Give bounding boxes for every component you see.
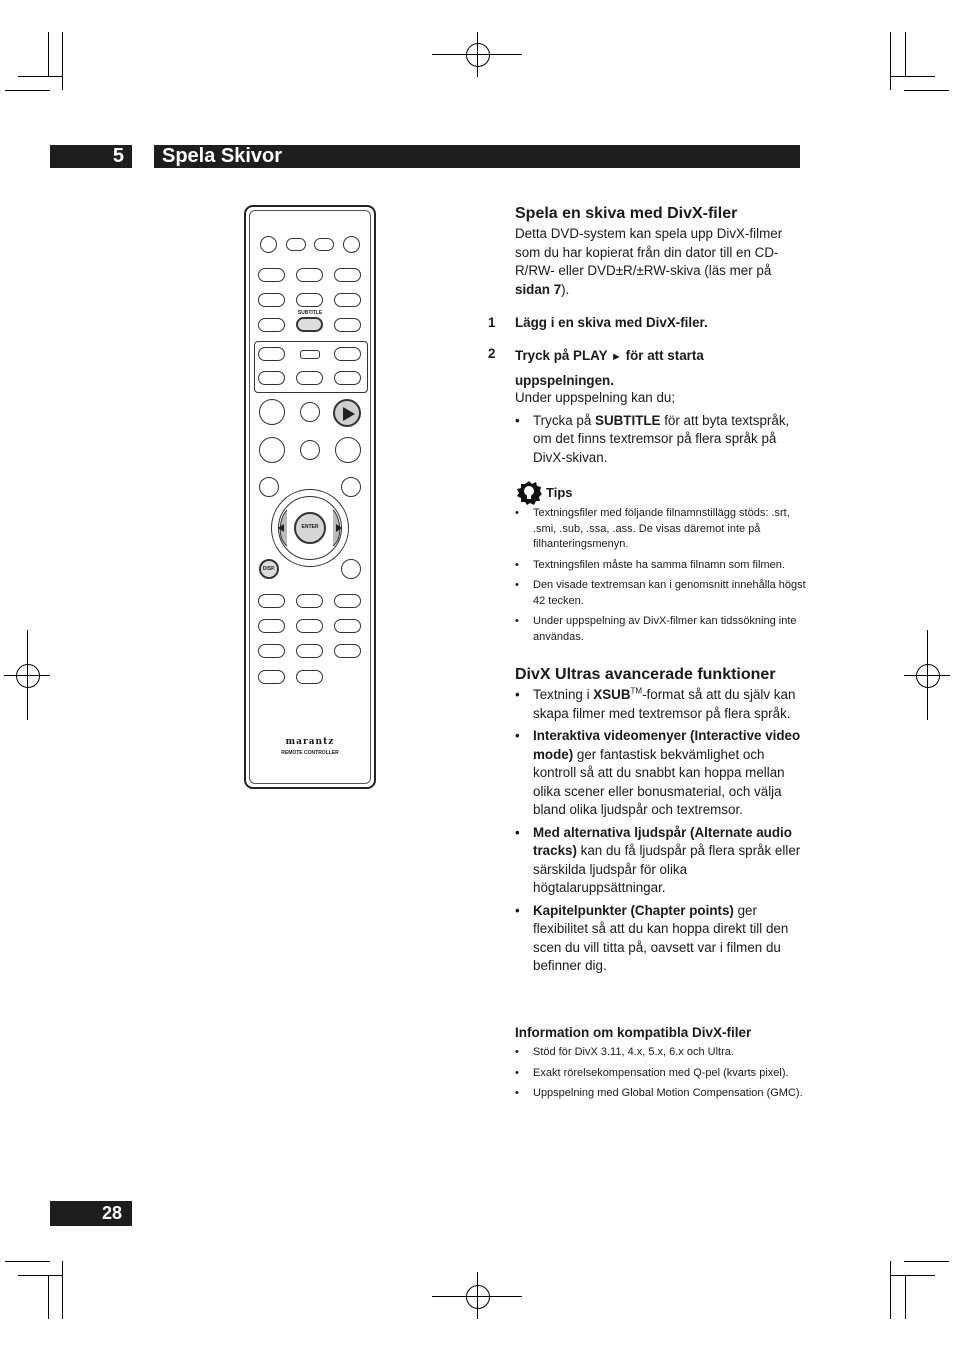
remote-button (343, 236, 360, 253)
remote-button (300, 402, 320, 422)
page-reference: sidan 7 (515, 281, 562, 297)
crop-mark (890, 32, 891, 90)
remote-button (259, 477, 279, 497)
list-item: • Interaktiva videomenyer (Interactive video mode) ger fantastisk bekvämlighet och kontroll så att du snabbt kan hoppa mellan olika scener eller bonusmaterial, och välja bland olika ljudspår och textremsor. (515, 727, 807, 820)
subtitle-button (296, 317, 323, 332)
remote-button (258, 670, 285, 684)
section-title: Spela en skiva med DivX-filer (515, 205, 738, 222)
section-intro: Detta DVD-system kan spela upp DivX-filmer som du har kopierat från din dator till en CD-R/RW- eller DVD±R/±RW-skiva (läs mer på sidan 7). (515, 226, 783, 297)
remote-brand-logo: marantz (285, 737, 335, 747)
remote-button (334, 347, 361, 361)
section-title: DivX Ultras avancerade funktioner (515, 666, 776, 683)
crop-mark (5, 1261, 50, 1262)
left-arrow-icon (274, 508, 288, 548)
list-item: • Kapitelpunkter (Chapter points) ger flexibilitet så att du kan hoppa direkt till den scen du vill titta på, oavsett var i filmen du befinner dig. (515, 902, 807, 976)
remote-button (334, 644, 361, 658)
step-number: 1 (488, 315, 496, 330)
crop-mark (48, 1275, 49, 1319)
right-arrow-icon (332, 508, 346, 548)
step-text: Lägg i en skiva med DivX-filer. (515, 315, 708, 330)
crop-mark (904, 90, 949, 91)
list-item: • Med alternativa ljudspår (Alternate audio tracks) kan du få ljudspår på flera språk eller särskilda ljudspår för olika högtalaruppsättningar. (515, 824, 807, 898)
registration-mark (16, 664, 40, 688)
remote-button (334, 594, 361, 608)
remote-button (296, 293, 323, 307)
remote-button (296, 594, 323, 608)
remote-button (300, 350, 320, 359)
section-compatible-files (515, 1024, 807, 1107)
crop-mark (18, 1275, 63, 1276)
trademark: TM (630, 686, 643, 696)
during-playback (515, 389, 807, 471)
remote-button (258, 318, 285, 332)
remote-button (334, 268, 361, 282)
remote-button (258, 293, 285, 307)
crop-mark (905, 32, 906, 76)
crop-mark (48, 32, 49, 76)
crop-mark (18, 76, 63, 77)
remote-button (258, 644, 285, 658)
registration-mark (466, 43, 490, 67)
remote-button (258, 371, 285, 385)
remote-control-illustration (244, 205, 376, 789)
step-text: Tryck på PLAY ► för att starta uppspelningen. (515, 348, 704, 388)
crop-mark (890, 1261, 891, 1319)
remote-button (341, 477, 361, 497)
list-item: • Textning i XSUB™-format så att du själv kan skapa filmer med textremsor på flera språk. (515, 686, 807, 723)
remote-button (341, 559, 361, 579)
tips-title: Tips (546, 485, 573, 500)
crop-mark (5, 90, 50, 91)
remote-button (314, 238, 334, 251)
remote-button (258, 347, 285, 361)
registration-mark (466, 1285, 490, 1309)
remote-button (334, 371, 361, 385)
disp-label: DISP. (262, 566, 276, 572)
page-number: 28 (50, 1201, 132, 1226)
crop-mark (890, 1275, 935, 1276)
remote-button (300, 440, 320, 460)
play-arrow-icon: ► (611, 351, 622, 363)
list-item: • Under uppspelning av DivX-filmer kan tidssökning inte användas. (515, 614, 807, 645)
tips-bulb-icon (516, 481, 542, 505)
chapter-title: Spela Skivor (154, 145, 800, 168)
remote-button (296, 371, 323, 385)
enter-label: ENTER (301, 524, 319, 530)
remote-button (258, 268, 285, 282)
list-item: • Trycka på SUBTITLE för att byta textspråk, om det finns textremsor på flera språk på DivX-skivan. (515, 412, 807, 468)
registration-mark (916, 664, 940, 688)
play-button (333, 399, 361, 427)
remote-button (258, 594, 285, 608)
step-number: 2 (488, 346, 496, 361)
remote-button (286, 238, 306, 251)
list-item: • Textningsfilen måste ha samma filnamn som filmen. (515, 558, 807, 574)
crop-mark (62, 1261, 63, 1319)
section-divx-ultra (515, 665, 807, 980)
remote-button (296, 644, 323, 658)
list-item: • Stöd för DivX 3.11, 4.x, 5.x, 6.x och Ultra. (515, 1045, 807, 1061)
during-text: Under uppspelning kan du; (515, 390, 676, 405)
crop-mark (904, 1261, 949, 1262)
remote-button (296, 619, 323, 633)
list-item: • Textningsfiler med följande filnamnstillägg stöds: .srt, .smi, .sub, .ssa, .ass. De visas däremot inte på filhanteringsmenyn. (515, 506, 807, 553)
play-triangle-icon (336, 402, 360, 426)
crop-mark (905, 1275, 906, 1319)
list-item: • Den visade textremsan kan i genomsnitt innehålla högst 42 tecken. (515, 578, 807, 609)
subtitle-label: SUBTITLE (297, 310, 323, 316)
section-title: Information om kompatibla DivX-filer (515, 1025, 752, 1040)
section-divx (515, 204, 807, 299)
list-item: • Uppspelning med Global Motion Compensation (GMC). (515, 1086, 807, 1102)
tips-box (515, 481, 807, 650)
chapter-number: 5 (50, 145, 132, 168)
remote-button (296, 268, 323, 282)
remote-button (334, 293, 361, 307)
list-item: • Exakt rörelsekompensation med Q-pel (kvarts pixel). (515, 1066, 807, 1082)
crop-mark (890, 76, 935, 77)
remote-button (296, 670, 323, 684)
remote-button (260, 236, 277, 253)
remote-button (259, 437, 285, 463)
remote-button (334, 619, 361, 633)
remote-button (258, 619, 285, 633)
remote-button (259, 399, 285, 425)
crop-mark (62, 32, 63, 90)
remote-model-label: REMOTE CONTROLLER (281, 750, 339, 756)
remote-button (334, 318, 361, 332)
remote-button (335, 437, 361, 463)
